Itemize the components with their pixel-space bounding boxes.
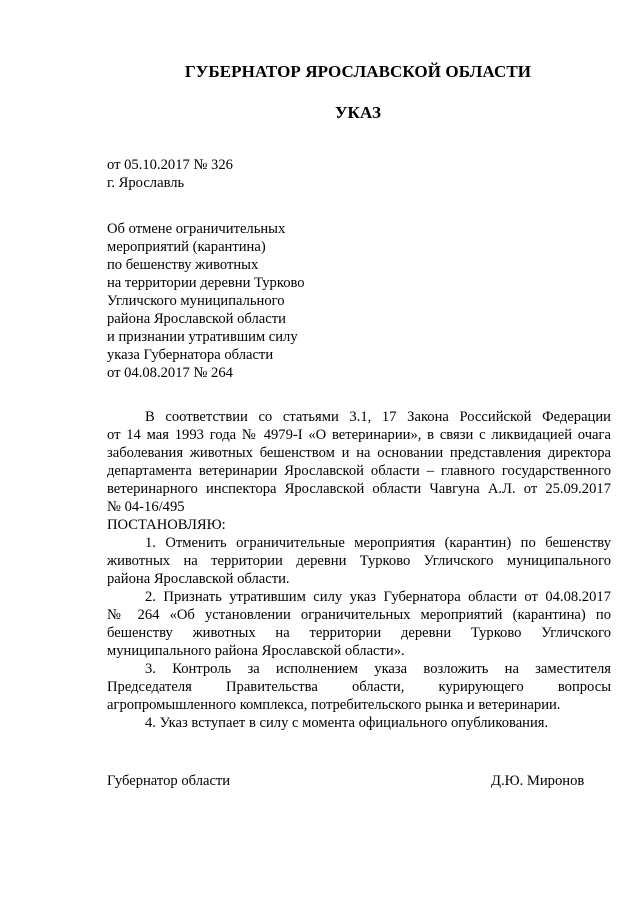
signature-name: Д.Ю. Миронов — [491, 773, 585, 789]
preamble-line: департамента ветеринарии Ярославской области – главного государственного — [107, 463, 611, 479]
document-authority-title: ГУБЕРНАТОР ЯРОСЛАВСКОЙ ОБЛАСТИ — [184, 62, 532, 81]
subject-line: указа Губернатора области — [107, 347, 274, 363]
preamble — [107, 408, 611, 534]
subject-line: мероприятий (карантина) — [107, 239, 266, 255]
decree-item-line: 2. Признать утратившим силу указ Губернатора области от 04.08.2017 — [145, 589, 611, 605]
subject-line: на территории деревни Турково — [107, 275, 305, 291]
document-date-block — [107, 156, 607, 192]
decree-item-line: 1. Отменить ограничительные мероприятия (карантин) по бешенству — [145, 535, 611, 551]
preamble-line: заболевания животных бешенством и на основании представления директора — [107, 445, 611, 461]
document-type-title: УКАЗ — [334, 103, 382, 122]
decree-item-line: 4. Указ вступает в силу с момента официального опубликования. — [145, 715, 549, 731]
preamble-line: от 14 мая 1993 года № 4979-I «О ветеринарии», в связи с ликвидацией очага — [107, 427, 611, 443]
signature-position: Губернатор области — [107, 773, 231, 789]
decree-item-line: агропромышленного комплекса, потребительского рынка и ветеринарии. — [107, 697, 561, 713]
preamble-line: ветеринарного инспектора Ярославской области Чавгуна А.Л. от 25.09.2017 — [107, 481, 611, 497]
subject-line: Угличского муниципального — [107, 293, 285, 309]
subject-line: района Ярославской области — [107, 311, 286, 327]
decree-item-line: района Ярославской области. — [107, 571, 290, 587]
decree-item — [107, 714, 611, 732]
subject-line: по бешенству животных — [107, 257, 259, 273]
decree-item-line: Председателя Правительства области, курирующего вопросы — [107, 679, 611, 695]
decree-item — [107, 588, 611, 660]
decree-item-line: бешенству животных на территории деревни Турково Угличского — [107, 625, 611, 641]
decree-item-line: животных на территории деревни Турково Угличского муниципального — [107, 553, 611, 569]
decree-item-line: муниципального района Ярославской области». — [107, 643, 405, 659]
subject-line: от 04.08.2017 № 264 — [107, 365, 233, 381]
preamble-line: № 04-16/495 — [107, 499, 185, 515]
document-city: г. Ярославль — [107, 175, 185, 191]
decree-item-line: № 264 «Об установлении ограничительных мероприятий (карантина) по — [107, 607, 611, 623]
document-date-number: от 05.10.2017 № 326 — [107, 157, 233, 173]
subject-line: и признании утратившим силу — [107, 329, 298, 345]
decree-item — [107, 534, 611, 588]
document-subject — [107, 220, 607, 382]
document-body — [107, 408, 611, 732]
decree-item-line: 3. Контроль за исполнением указа возложить на заместителя — [145, 661, 611, 677]
decree-word: ПОСТАНОВЛЯЮ: — [107, 517, 226, 533]
preamble-line: В соответствии со статьями 3.1, 17 Закона Российской Федерации — [145, 409, 611, 425]
subject-line: Об отмене ограничительных — [107, 221, 286, 237]
decree-item — [107, 660, 611, 714]
